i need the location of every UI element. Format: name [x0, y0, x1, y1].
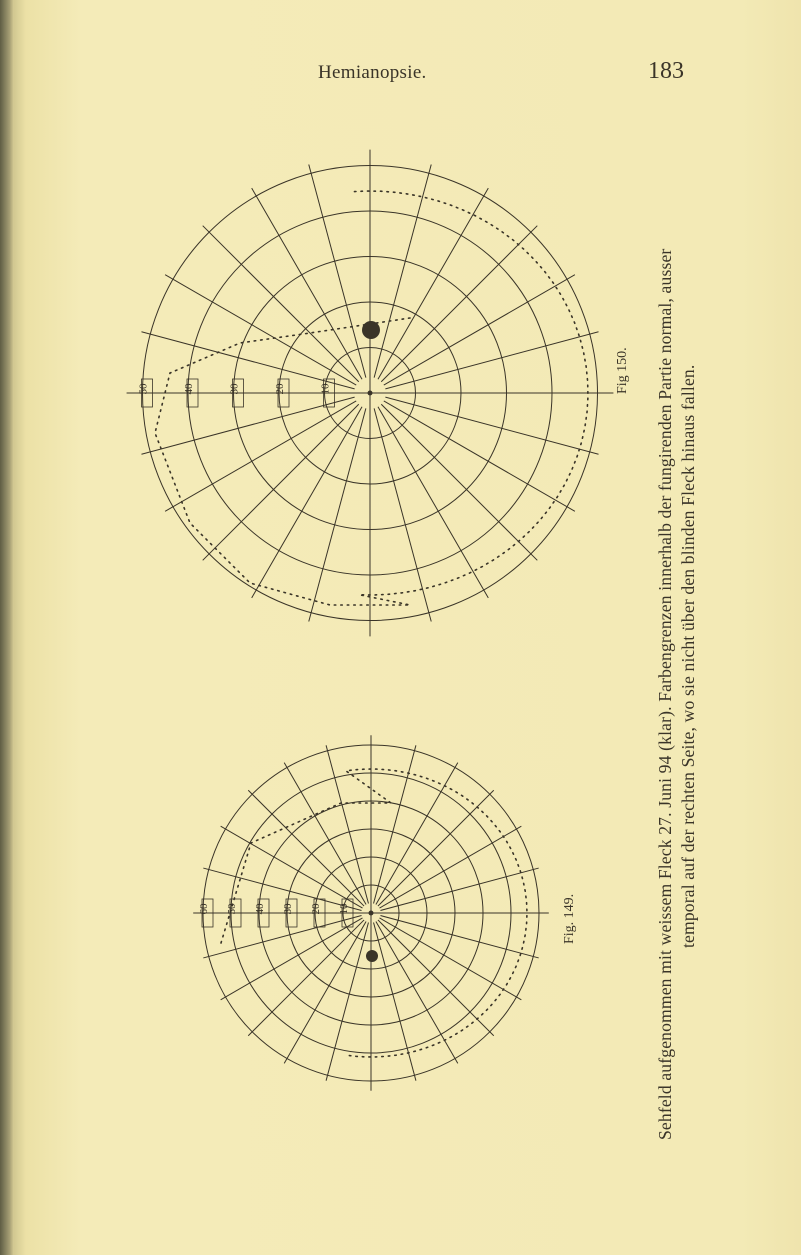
- scale-label: 60: [198, 903, 210, 915]
- meridian-line: [379, 918, 521, 1000]
- meridian-line: [203, 916, 361, 958]
- scale-label: 30: [282, 903, 294, 915]
- blind-spot: [366, 950, 378, 962]
- caption-line-1: Sehfeld aufgenommen mit weissem Fleck 27. Juni 94 (klar). Farbengrenzen innerhalb der fungirenden Partie normal, ausser: [655, 248, 675, 1140]
- meridian-line: [378, 920, 494, 1036]
- meridian-line: [248, 920, 364, 1036]
- meridian-line: [379, 826, 521, 908]
- scale-label: 30: [228, 383, 241, 395]
- figure-150-label: Fig 150.: [615, 347, 630, 394]
- scale-label: 50: [226, 903, 238, 915]
- caption-line-2: temporal auf der rechten Seite, wo sie nicht über den blinden Fleck hinaus fallen.: [678, 364, 698, 948]
- fixation-point: [369, 911, 374, 916]
- meridian-line: [376, 921, 458, 1063]
- meridian-line: [380, 916, 538, 958]
- scale-label: 10: [319, 383, 332, 395]
- scale-label: 10: [338, 903, 350, 915]
- meridian-line: [374, 745, 416, 903]
- meridian-line: [284, 763, 366, 905]
- meridian-line: [221, 826, 363, 908]
- page-number: 183: [648, 58, 684, 84]
- scale-label: 20: [274, 383, 286, 395]
- meridian-line: [221, 918, 363, 1000]
- meridian-line: [374, 922, 416, 1080]
- meridian-line: [380, 868, 538, 910]
- figure-149-label: Fig. 149.: [562, 893, 577, 944]
- scale-label: 40: [183, 383, 195, 395]
- meridian-line: [376, 763, 458, 905]
- meridian-line: [284, 921, 366, 1063]
- scale-label: 50: [137, 383, 150, 395]
- meridian-line: [378, 790, 494, 906]
- scale-label: 40: [254, 903, 266, 915]
- running-header-title: Hemianopsie.: [318, 62, 427, 83]
- meridian-line: [248, 790, 364, 906]
- scale-label: 20: [310, 903, 322, 915]
